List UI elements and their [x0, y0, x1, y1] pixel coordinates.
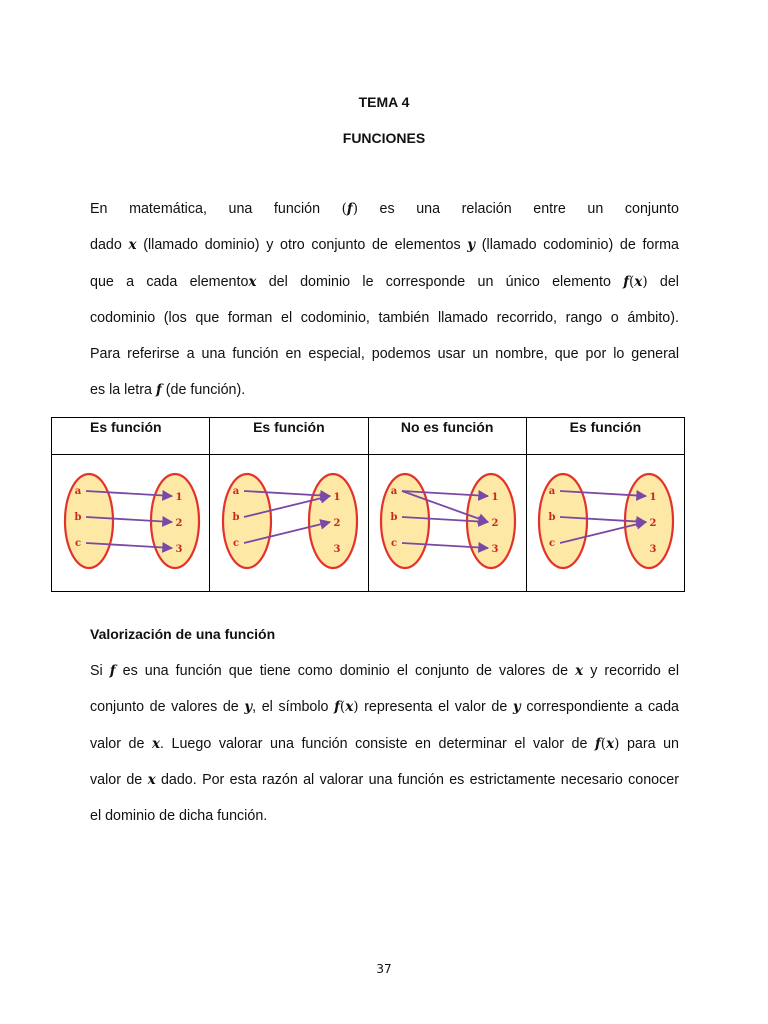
mapping-diagram-2 [211, 471, 367, 571]
domain-ellipse [381, 474, 429, 568]
mapping-diagram-1 [53, 471, 209, 571]
domain-label-b: b [232, 511, 240, 523]
intro-line-1: En matemática, una función (f) es una relación entre un conjunto [90, 201, 679, 217]
mapping-diagram-4 [527, 471, 683, 571]
intro-line-5: Para referirse a una función en especial, podemos usar un nombre, que por lo general [90, 346, 679, 363]
table-header-3: No es función [368, 418, 526, 455]
table-header-1: Es función [52, 418, 210, 455]
diagram-cell-4 [526, 455, 684, 592]
codomain-label-3: 3 [175, 543, 183, 555]
table-header-2: Es función [210, 418, 368, 455]
page-subtitle: FUNCIONES [342, 130, 426, 146]
domain-label-a: a [74, 485, 81, 497]
intro-line-6: es la letra f (de función). [90, 382, 246, 399]
domain-ellipse [539, 474, 587, 568]
codomain-label-1: 1 [175, 491, 183, 503]
intro-line-2: dado x (llamado dominio) y otro conjunto de elementos y (llamado codominio) de forma [90, 237, 680, 254]
codomain-label-1: 1 [333, 491, 341, 503]
section-line-5: el dominio de dicha función. [90, 808, 268, 825]
codomain-label-3: 3 [491, 543, 499, 555]
domain-label-a: a [549, 485, 556, 497]
diagram-cell-1 [52, 455, 210, 592]
codomain-label-2: 2 [175, 517, 183, 529]
section-line-3: valor de x. Luego valorar una función consiste en determinar el valor de f(x) para un [90, 735, 679, 752]
domain-label-c: c [549, 537, 556, 549]
valorization-paragraph [90, 653, 679, 834]
domain-label-c: c [74, 537, 81, 549]
codomain-label-1: 1 [649, 491, 657, 503]
intro-line-4: codominio (los que forman el codominio, también llamado recorrido, rango o ámbito). [90, 309, 679, 326]
table-header-row [52, 418, 685, 455]
section-line-2: conjunto de valores de y, el símbolo f(x) representa el valor de y correspondiente a cada [90, 699, 679, 716]
domain-ellipse [65, 474, 113, 568]
section-line-4: valor de x dado. Por esta razón al valorar una función es estrictamente necesario conocer [90, 771, 679, 788]
table-diagram-row [52, 455, 685, 592]
codomain-label-2: 2 [491, 517, 499, 529]
domain-label-c: c [232, 537, 239, 549]
codomain-label-1: 1 [491, 491, 499, 503]
codomain-label-3: 3 [649, 543, 657, 555]
section-heading: Valorización de una función [90, 626, 276, 642]
mapping-diagram-3 [369, 471, 525, 571]
domain-label-b: b [548, 511, 556, 523]
domain-label-a: a [390, 485, 398, 497]
intro-line-3: que a cada elementox del dominio le corresponde un único elemento f(x) del [90, 273, 679, 290]
page-number: 37 [376, 962, 392, 976]
domain-label-a: a [232, 485, 240, 497]
domain-label-c: c [391, 537, 398, 549]
function-examples-table [51, 417, 685, 592]
domain-label-b: b [390, 511, 398, 523]
diagram-cell-2 [210, 455, 368, 592]
domain-label-b: b [74, 511, 82, 523]
diagram-cell-3 [368, 455, 526, 592]
codomain-label-2: 2 [333, 517, 341, 529]
section-line-1: Si f es una función que tiene como dominio el conjunto de valores de x y recorrido el [90, 663, 679, 679]
codomain-label-3: 3 [333, 543, 341, 555]
page-title: TEMA 4 [358, 94, 410, 110]
codomain-label-2: 2 [649, 517, 657, 529]
domain-ellipse [223, 474, 271, 568]
table-header-4: Es función [526, 418, 684, 455]
intro-paragraph [90, 191, 679, 409]
